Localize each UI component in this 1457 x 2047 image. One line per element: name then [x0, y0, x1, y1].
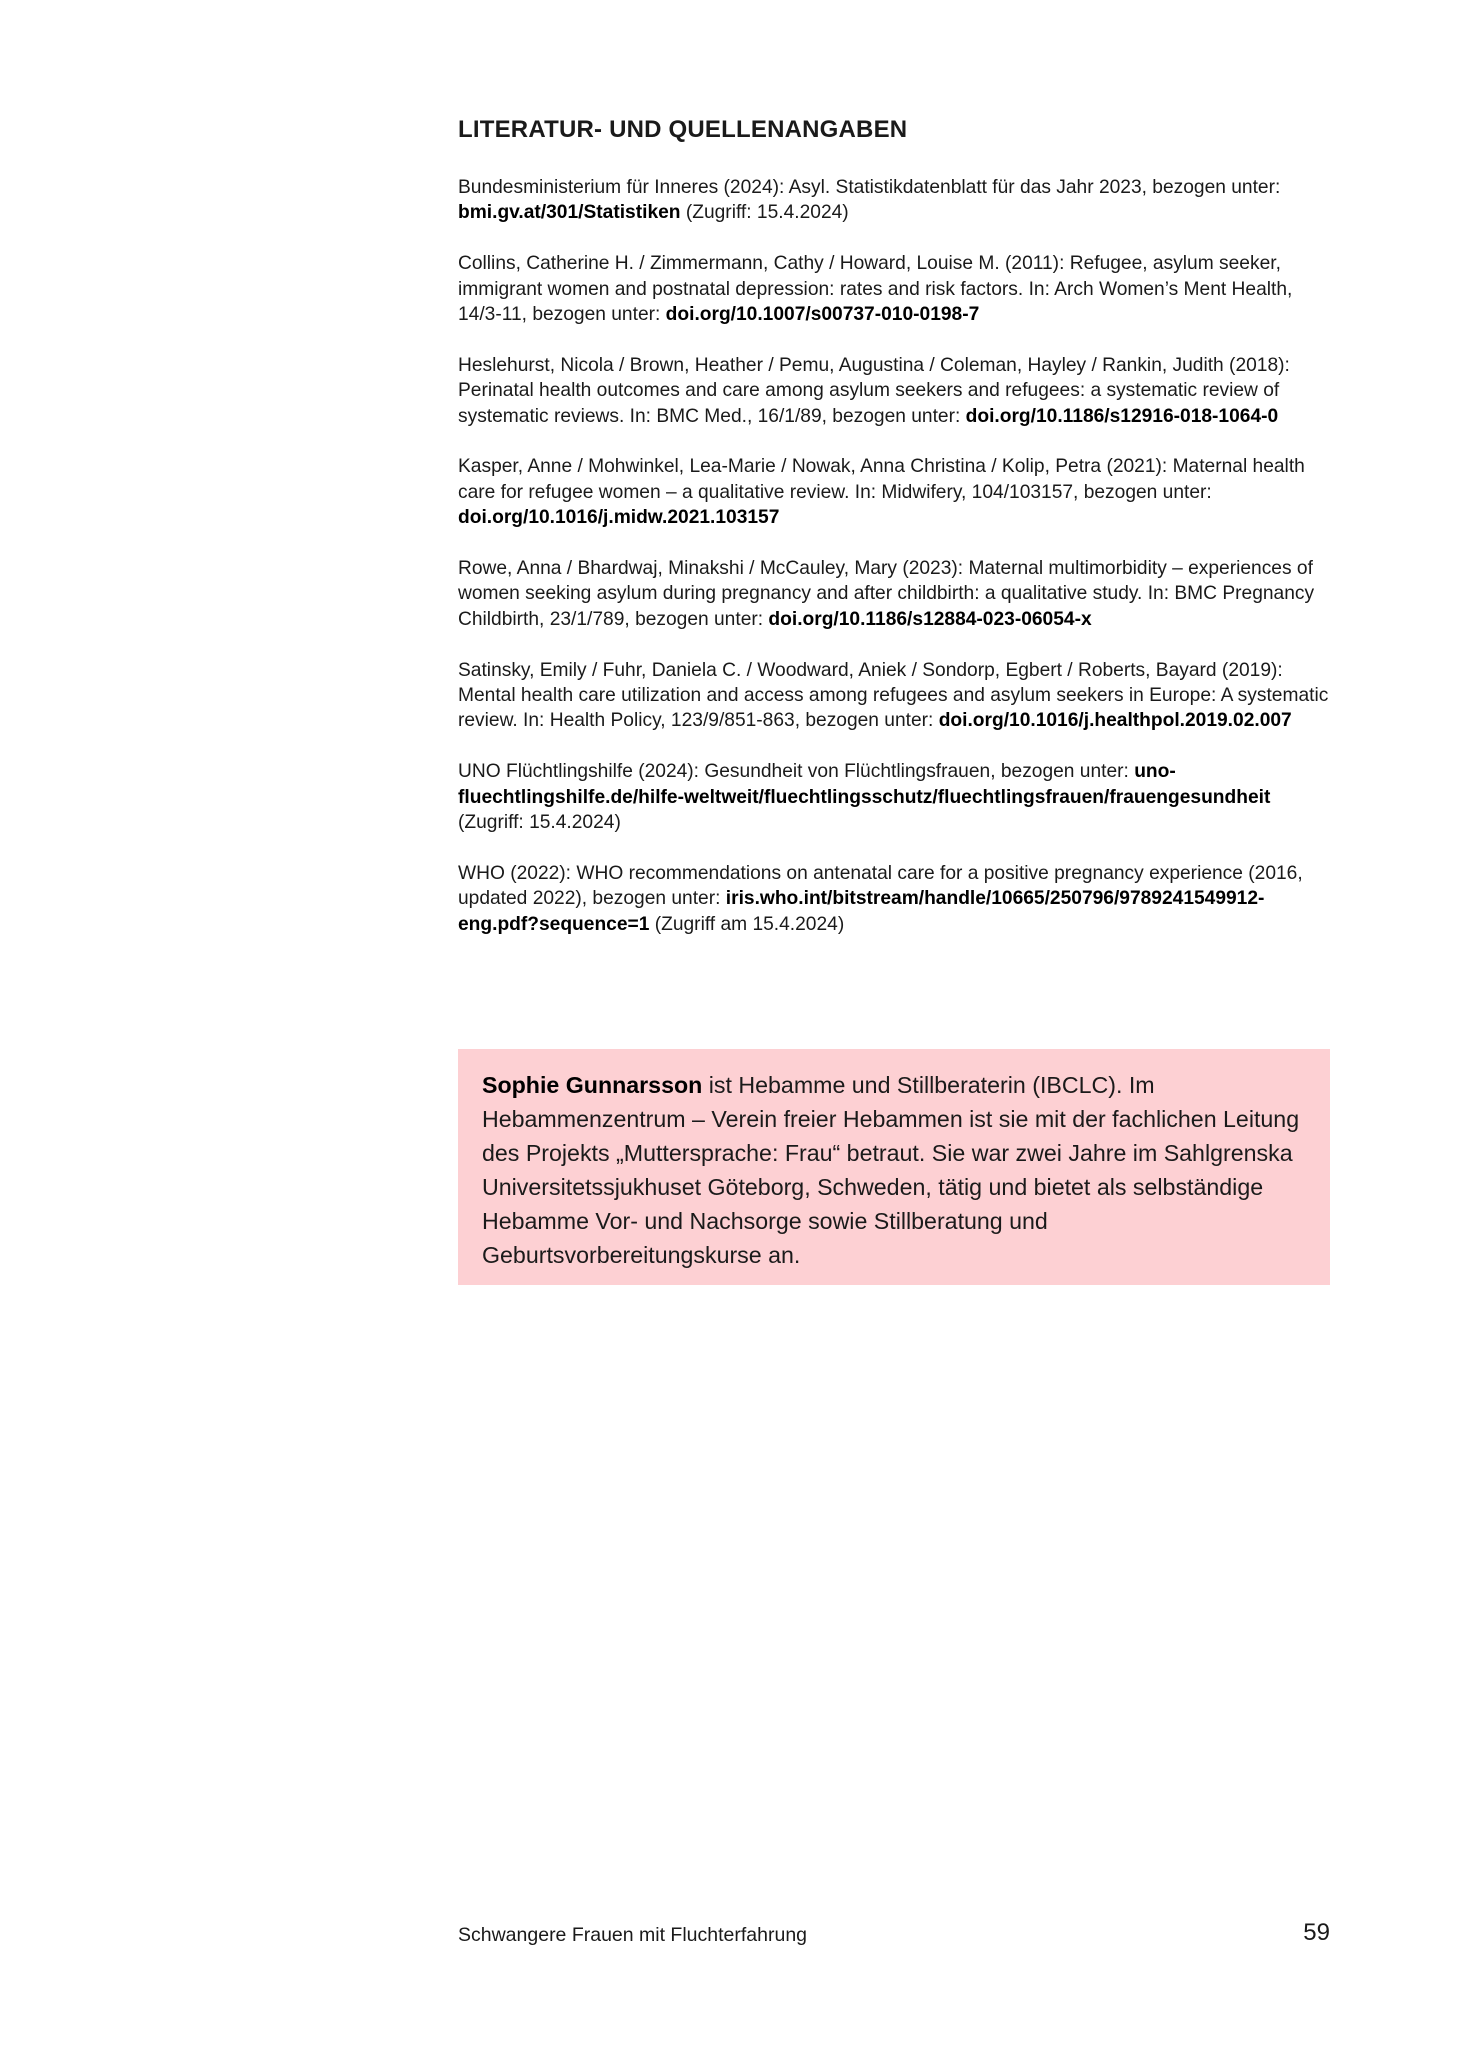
author-bio-text: ist Hebamme und Stillberaterin (IBCLC). Im Hebammenzentrum – Verein freier Hebammen ist sie mit der fachlichen Leitung des Projekts „Muttersprache: Frau“ betraut. Sie war zwei Jahre im Sahlgrenska Universitetssjukhuset Göteborg, Schweden, tätig und bietet als selbständige Hebamme Vor- und Nachsorge sowie Stillberatung und Geburtsvorbereitungskurse an. — [482, 1072, 1300, 1268]
footer-title: Schwangere Frauen mit Fluchterfahrung — [458, 1924, 808, 1946]
reference-access-note: (Zugriff: 15.4.2024) — [680, 202, 849, 224]
reference-access-note: (Zugriff: 15.4.2024) — [458, 812, 621, 834]
reference-link[interactable]: doi.org/10.1016/j.midw.2021.103157 — [458, 507, 780, 529]
author-name: Sophie Gunnarsson — [482, 1072, 703, 1098]
reference-access-note: (Zugriff am 15.4.2024) — [649, 913, 845, 935]
reference-item — [458, 454, 1330, 530]
author-bio-box — [458, 1049, 1330, 1285]
section-heading: LITERATUR- UND QUELLENANGABEN — [458, 116, 908, 143]
author-bio — [482, 1068, 1306, 1272]
reference-item — [458, 658, 1330, 734]
reference-link[interactable]: doi.org/10.1186/s12884-023-06054-x — [768, 608, 1092, 630]
reference-link[interactable]: doi.org/10.1016/j.healthpol.2019.02.007 — [938, 710, 1292, 732]
page-number: 59 — [1303, 1919, 1330, 1946]
reference-link[interactable]: uno-fluechtlingshilfe.de/hilfe-weltweit/fluechtlingsschutz/fluechtlingsfrauen/frauengesundheit — [458, 761, 1271, 808]
reference-text: Satinsky, Emily / Fuhr, Daniela C. / Woodward, Aniek / Sondorp, Egbert / Roberts, Bayard (2019): Mental health care utilization and access among refugees and asylum seekers in Europe: A systematic review. In: Health Policy, 123/9/851-863, bezogen unter: — [458, 659, 1329, 732]
reference-item — [458, 759, 1330, 835]
reference-text: UNO Flüchtlingshilfe (2024): Gesundheit von Flüchtlingsfrauen, bezogen unter: — [458, 761, 1135, 783]
reference-list — [458, 175, 1330, 962]
reference-text: Collins, Catherine H. / Zimmermann, Cathy / Howard, Louise M. (2011): Refugee, asylum seeker, immigrant women and postnatal depression: rates and risk factors. In: Arch Women’s Ment Health, 14/3-11, bezogen unter: — [458, 253, 1293, 326]
reference-item — [458, 175, 1330, 226]
reference-link[interactable]: bmi.gv.at/301/Statistiken — [458, 202, 681, 224]
reference-text: Heslehurst, Nicola / Brown, Heather / Pemu, Augustina / Coleman, Hayley / Rankin, Judith (2018): Perinatal health outcomes and care among asylum seekers and refugees: a systematic review of systematic reviews. In: BMC Med., 16/1/89, bezogen unter: — [458, 354, 1290, 427]
reference-link[interactable]: doi.org/10.1007/s00737-010-0198-7 — [665, 304, 980, 326]
reference-item — [458, 353, 1330, 429]
reference-link[interactable]: iris.who.int/bitstream/handle/10665/250796/9789241549912-eng.pdf?sequence=1 — [458, 888, 1265, 935]
reference-text: Rowe, Anna / Bhardwaj, Minakshi / McCauley, Mary (2023): Maternal multimorbidity – experiences of women seeking asylum during pregnancy and after childbirth: a qualitative study. In: BMC Pregnancy Childbirth, 23/1/789, bezogen unter: — [458, 558, 1315, 630]
reference-text: WHO (2022): WHO recommendations on antenatal care for a positive pregnancy experience (2016, updated 2022), bezogen unter: — [458, 862, 1303, 910]
reference-item — [458, 861, 1330, 937]
reference-item — [458, 251, 1330, 327]
reference-link[interactable]: doi.org/10.1186/s12916-018-1064-0 — [965, 405, 1279, 427]
reference-item — [458, 556, 1330, 632]
reference-text: Kasper, Anne / Mohwinkel, Lea-Marie / Nowak, Anna Christina / Kolip, Petra (2021): Maternal health care for refugee women – a qualitative review. In: Midwifery, 104/103157, bezogen unter: — [458, 456, 1305, 503]
reference-text: Bundesministerium für Inneres (2024): Asyl. Statistikdatenblatt für das Jahr 2023, bezogen unter: — [458, 177, 1281, 198]
